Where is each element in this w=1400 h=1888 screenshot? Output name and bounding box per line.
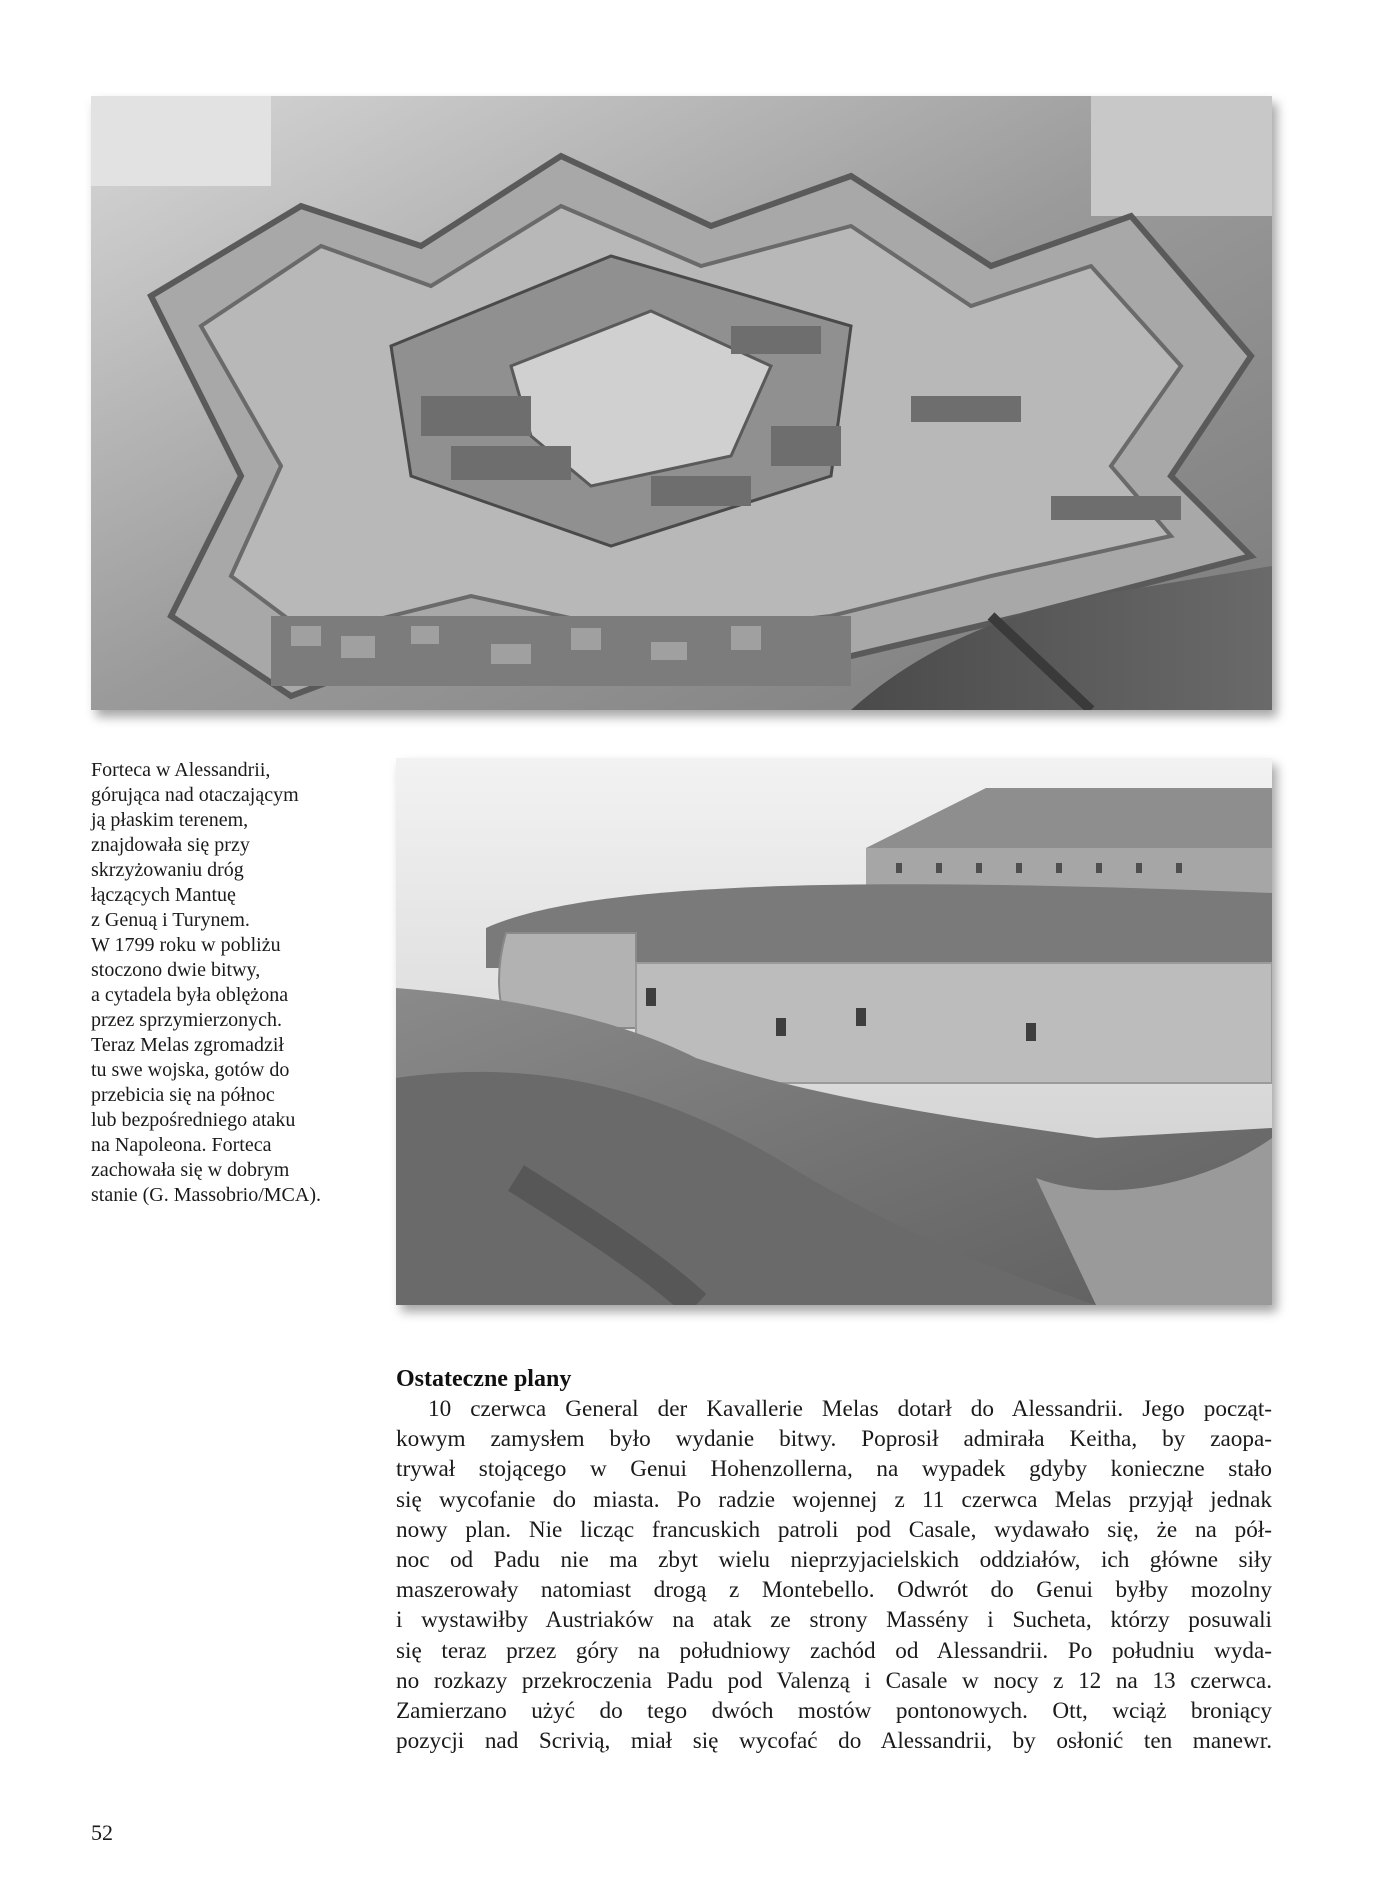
caption-line: a cytadela była oblężona bbox=[91, 984, 289, 1006]
fortress-wall-illustration bbox=[396, 758, 1272, 1305]
caption-line: ją płaskim terenem, bbox=[91, 809, 249, 831]
caption-line: górująca nad otaczającym bbox=[91, 784, 299, 806]
text-line: pozycji nad Scrivią, miał się wycofać do Alessandrii, by osłonić ten manewr. bbox=[396, 1728, 1272, 1755]
section-final-plans bbox=[396, 1364, 1272, 1756]
body-paragraph bbox=[396, 1394, 1272, 1756]
text-line: 10 czerwca General der Kavallerie Melas dotarł do Alessandrii. Jego począt- bbox=[428, 1396, 1272, 1422]
caption-line: na Napoleona. Forteca bbox=[91, 1134, 272, 1156]
caption-line: przebicia się na północ bbox=[91, 1084, 275, 1106]
caption-line: Forteca w Alessandrii, bbox=[91, 759, 271, 781]
page-number: 52 bbox=[91, 1820, 113, 1845]
caption-line: znajdowała się przy bbox=[91, 834, 250, 856]
text-line: się teraz przez góry na południowy zachód od Alessandrii. Po południu wyda- bbox=[396, 1637, 1272, 1664]
aerial-fortress-photo bbox=[91, 96, 1272, 710]
text-line: noc od Padu nie ma zbyt wielu nieprzyjacielskich oddziałów, ich główne siły bbox=[396, 1547, 1272, 1574]
caption-line: W 1799 roku w pobliżu bbox=[91, 934, 281, 956]
photo-caption bbox=[91, 758, 381, 1208]
caption-line: przez sprzymierzonych. bbox=[91, 1009, 283, 1031]
text-line: kowym zamysłem było wydanie bitwy. Poprosił admirała Keitha, by zaopa- bbox=[396, 1426, 1272, 1453]
aerial-fortress-illustration bbox=[91, 96, 1272, 710]
text-line: no rozkazy przekroczenia Padu pod Valenzą i Casale w nocy z 12 na 13 czerwca. bbox=[396, 1667, 1272, 1694]
text-line: maszerowały natomiast drogą z Montebello. Odwrót do Genui byłby mozolny bbox=[396, 1577, 1272, 1604]
caption-line: stoczono dwie bitwy, bbox=[91, 959, 261, 981]
caption-line: stanie (G. Massobrio/MCA). bbox=[91, 1184, 321, 1206]
caption-line: tu swe wojska, gotów do bbox=[91, 1059, 290, 1081]
text-line: Zamierzano użyć do tego dwóch mostów pontonowych. Ott, wciąż broniący bbox=[396, 1698, 1272, 1725]
caption-line: zachowała się w dobrym bbox=[91, 1159, 290, 1181]
text-line: trywał stojącego w Genui Hohenzollerna, na wypadek gdyby konieczne stało bbox=[396, 1456, 1272, 1483]
caption-line: lub bezpośredniego ataku bbox=[91, 1109, 296, 1131]
fortress-wall-photo bbox=[396, 758, 1272, 1305]
text-line: i wystawiłby Austriaków na atak ze strony Massény i Sucheta, którzy posuwali bbox=[396, 1607, 1272, 1634]
caption-line: skrzyżowaniu dróg bbox=[91, 859, 244, 881]
text-line: się wycofanie do miasta. Po radzie wojennej z 11 czerwca Melas przyjął jednak bbox=[396, 1486, 1272, 1513]
caption-line: z Genuą i Turynem. bbox=[91, 909, 250, 931]
section-title: Ostateczne plany bbox=[396, 1366, 572, 1392]
caption-line: łączących Mantuę bbox=[91, 884, 236, 906]
caption-line: Teraz Melas zgromadził bbox=[91, 1034, 284, 1056]
text-line: nowy plan. Nie licząc francuskich patroli pod Casale, wydawało się, że na pół- bbox=[396, 1516, 1272, 1543]
